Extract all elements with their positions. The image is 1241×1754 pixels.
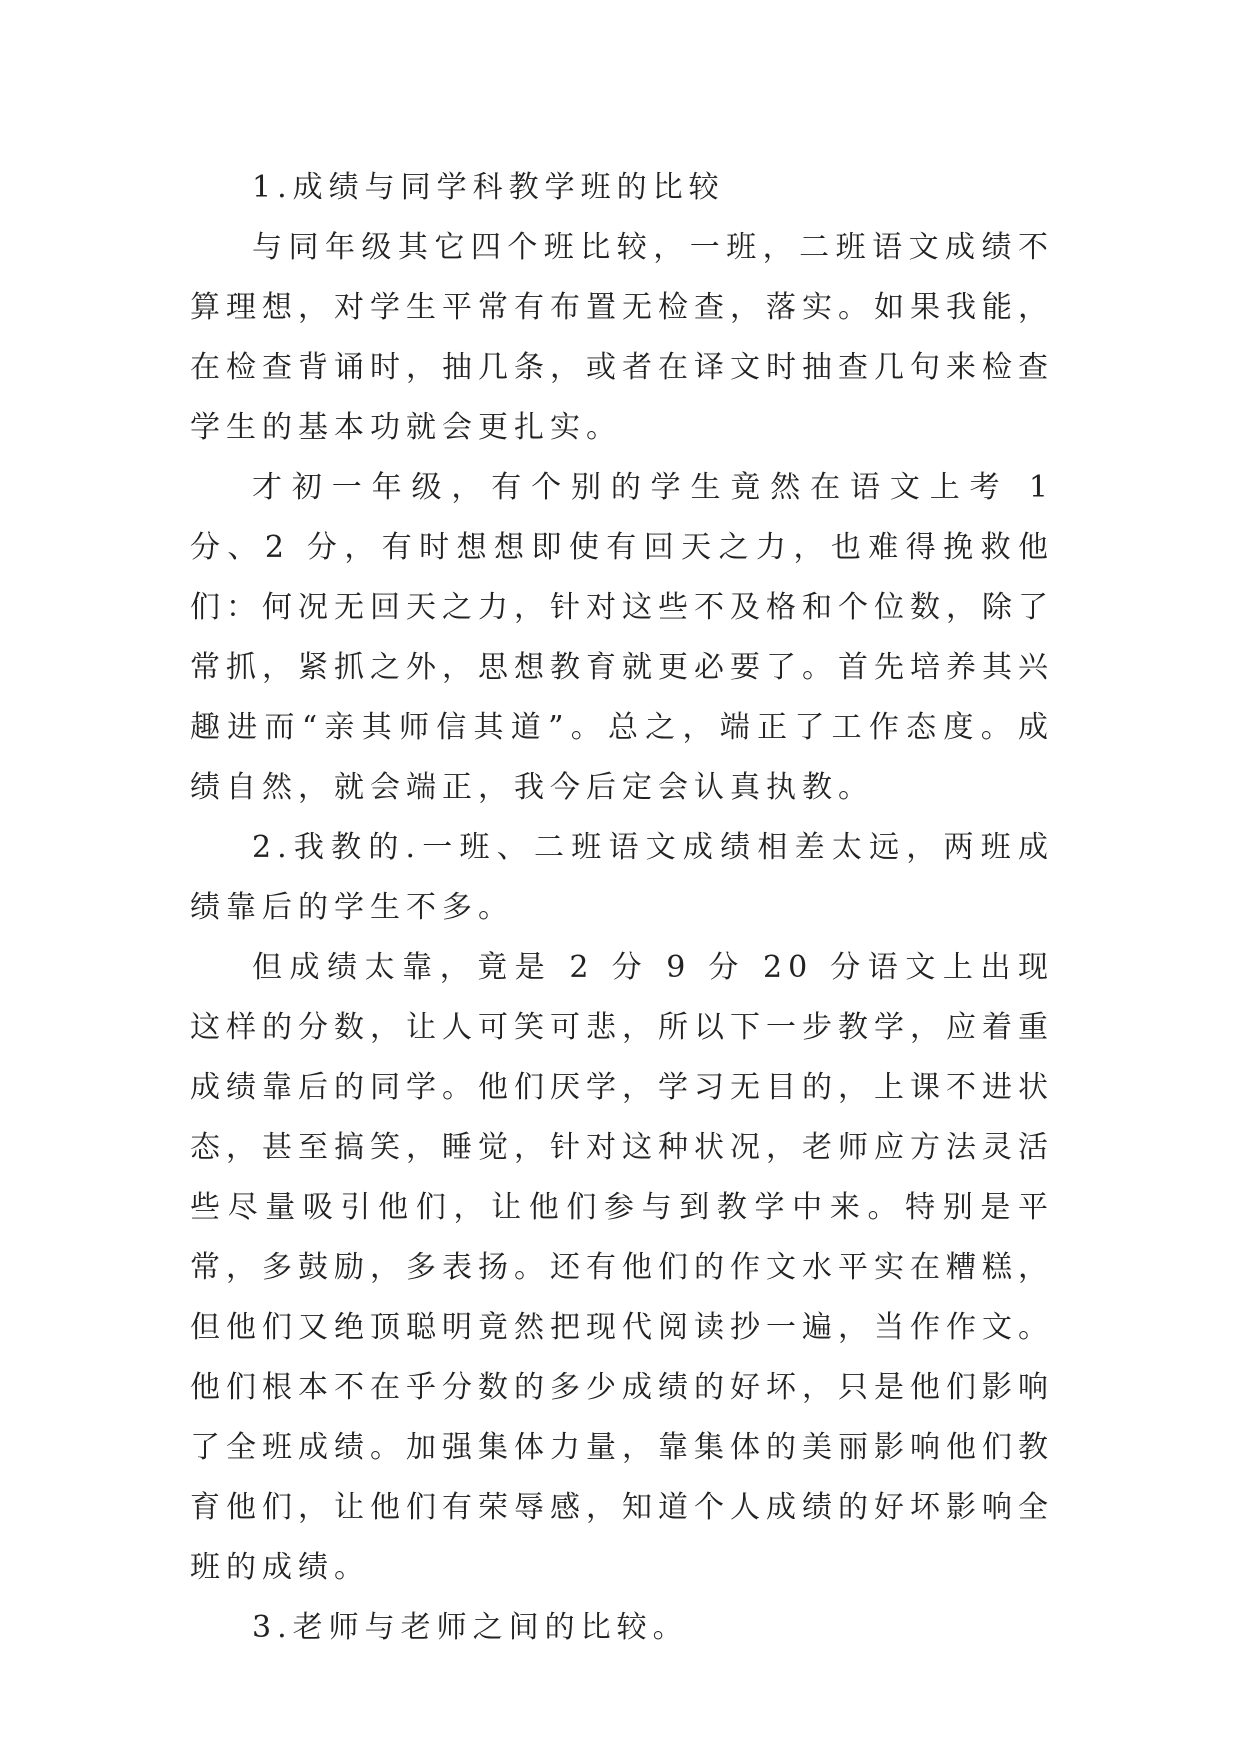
section-heading-2: 2.我教的.一班、二班语文成绩相差太远，两班成绩靠后的学生不多。 xyxy=(190,830,1054,925)
section-heading-3: 3.老师与老师之间的比较。 xyxy=(252,1610,689,1645)
document-body xyxy=(190,158,1054,1658)
section-heading-1: 1.成绩与同学科教学班的比较 xyxy=(252,170,725,205)
paragraph-2: 才初一年级，有个别的学生竟然在语文上考 1 分、2 分，有时想想即使有回天之力，也难得挽救他们：何况无回天之力，针对这些不及格和个位数，除了常抓，紧抓之外，思想教育就更必要了。首先培养其兴趣进而“亲其师信其道”。总之，端正了工作态度。成绩自然，就会端正，我今后定会认真执教。 xyxy=(190,470,1054,805)
paragraph-1: 与同年级其它四个班比较，一班，二班语文成绩不算理想，对学生平常有布置无检查，落实。如果我能，在检查背诵时，抽几条，或者在译文时抽查几句来检查学生的基本功就会更扎实。 xyxy=(190,230,1054,445)
paragraph-3: 但成绩太靠，竟是 2 分 9 分 20 分语文上出现这样的分数，让人可笑可悲，所以下一步教学，应着重成绩靠后的同学。他们厌学，学习无目的，上课不进状态，甚至搞笑，睡觉，针对这种状况，老师应方法灵活些尽量吸引他们，让他们参与到教学中来。特别是平常，多鼓励，多表扬。还有他们的作文水平实在糟糕，但他们又绝顶聪明竟然把现代阅读抄一遍，当作作文。他们根本不在乎分数的多少成绩的好坏，只是他们影响了全班成绩。加强集体力量，靠集体的美丽影响他们教育他们，让他们有荣辱感，知道个人成绩的好坏影响全班的成绩。 xyxy=(190,950,1054,1585)
